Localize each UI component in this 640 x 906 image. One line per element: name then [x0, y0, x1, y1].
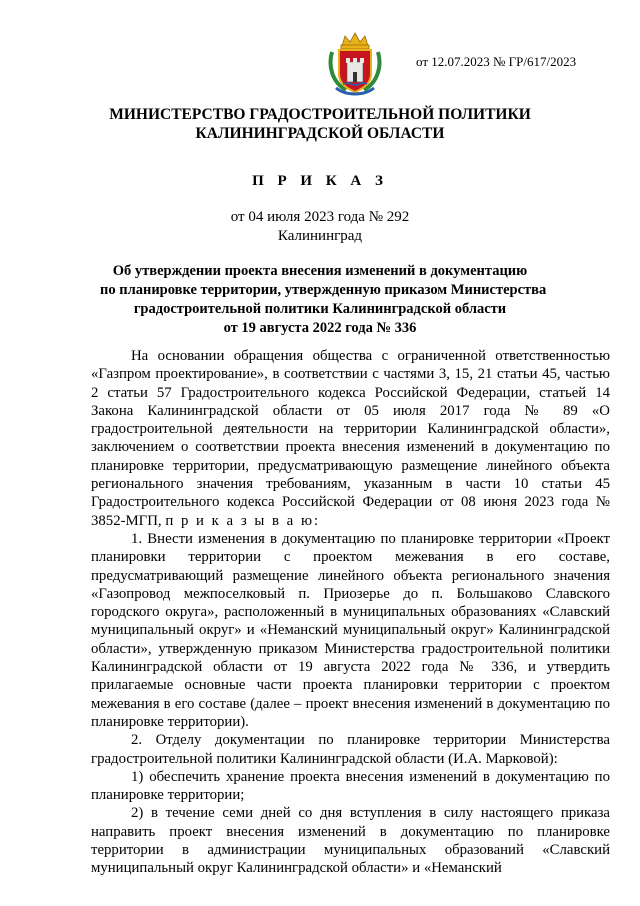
decree-word: п р и к а з ы в а ю:: [165, 512, 321, 529]
registration-number: от 12.07.2023 № ГР/617/2023: [416, 54, 577, 69]
subject-line: по планировке территории, утвержденную приказом Министерства: [100, 282, 547, 298]
document-subject: [100, 262, 547, 338]
subject-line: градостроительной политики Калининградской области: [133, 301, 507, 317]
item-2-1: 1) обеспечить хранение проекта внесения изменений в документацию по планировке территории;: [91, 768, 610, 804]
ministry-name-line1: МИНИСТЕРСТВО ГРАДОСТРОИТЕЛЬНОЙ ПОЛИТИКИ: [109, 106, 531, 123]
item-1: 1. Внести изменения в документацию по планировке территории «Проект планировки территории с проектом межевания в его составе, предусматривающий размещение линейного объекта регионального значения «Газопровод межпоселковый п. Приозерье до п. Большаково Славского городского округа», расположенный в муниципальных образованиях «Славский муниципальный округ» и «Неманский муниципальный округ» Калининградской области», утвержденную приказом Министерства градостроительной политики Калининградской области от 19 августа 2022 года № 336, и утвердить прилагаемые основные части проекта планировки территории с проектом межевания в его составе (далее – проект внесения изменений в документацию по планировке территории).: [91, 530, 610, 730]
document-city: Калининград: [277, 228, 363, 244]
item-2-2: 2) в течение семи дней со дня вступления в силу настоящего приказа направить проект внесения изменений в документацию по планировке территории в администрации муниципальных образований «Славский муниципальный округ Калининградской области» и «Неманский: [91, 805, 610, 877]
document-body: [91, 347, 610, 878]
document-date-number: от 04 июля 2023 года № 292: [230, 209, 410, 225]
item-2: 2. Отделу документации по планировке территории Министерства градостроительной политики Калининградской области (И.А. Марковой):: [91, 732, 610, 767]
intro-text: На основании обращения общества с ограниченной ответственностью «Газпром проектирование», в соответствии с частями 3, 15, 21 статьи 45, частью 2 статьи 57 Градостроительного кодекса Российской Федерации, статьей 14 Закона Калининградской области от 05 июля 2017 года № 89 «О градостроительной деятельности на территории Калининградской области», заключением о соответствии проекта внесения изменений в документацию по планировке территории, предусматривающую размещение линейного объекта регионального значения требованиям, указанным в части 10 статьи 45 Градостроительного кодекса Российской Федерации от 08 июня 2023 года № 3852-МГП,: [91, 348, 610, 529]
ministry-name-line2: КАЛИНИНГРАДСКОЙ ОБЛАСТИ: [195, 125, 445, 142]
subject-line: Об утверждении проекта внесения изменений в документацию: [112, 263, 528, 279]
subject-line: от 19 августа 2022 года № 336: [223, 320, 417, 336]
intro-paragraph: [91, 347, 610, 530]
document-type: П Р И К А З: [252, 173, 388, 189]
coat-of-arms-icon: [326, 30, 384, 96]
